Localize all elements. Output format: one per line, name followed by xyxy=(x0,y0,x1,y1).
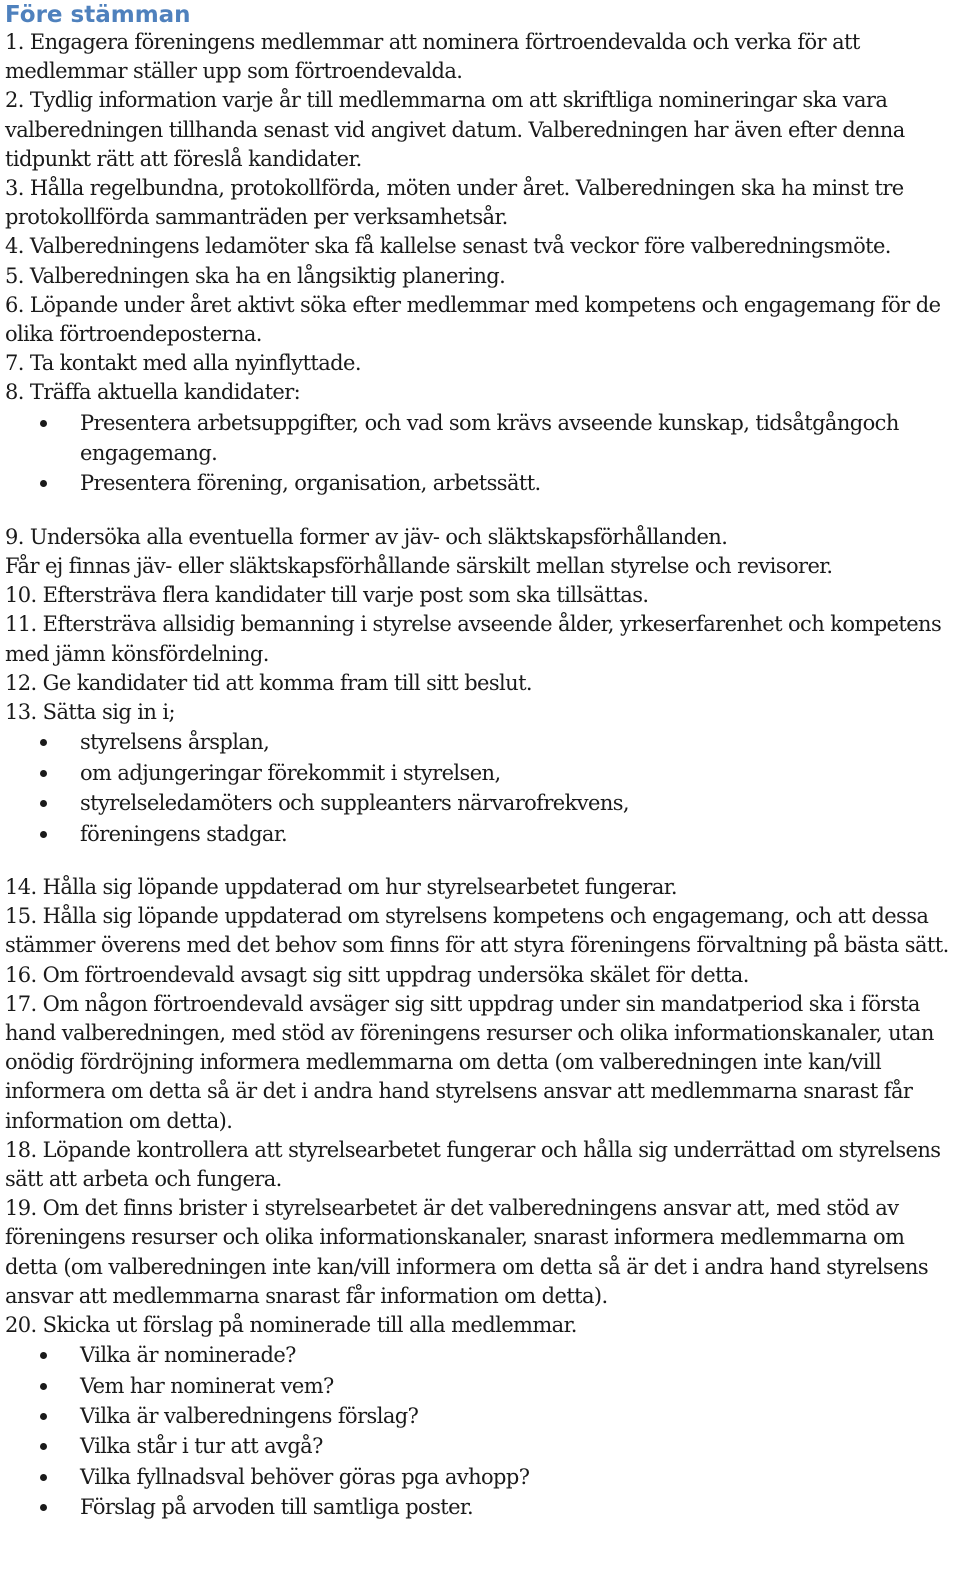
item-6: 6. Löpande under året aktivt söka efter medlemmar med kompetens och engagemang för de olika förtroendeposterna. xyxy=(5,292,941,347)
item-7: 7. Ta kontakt med alla nyinflyttade. xyxy=(5,351,361,376)
item-20-bullet-list xyxy=(5,1340,950,1522)
bullet-item: Presentera arbetsuppgifter, och vad som krävs avseende kunskap, tidsåtgångoch engagemang. xyxy=(5,408,950,469)
item-16: 16. Om förtroendevald avsagt sig sitt uppdrag undersöka skälet för detta. xyxy=(5,962,749,987)
item-14: 14. Hålla sig löpande uppdaterad om hur styrelsearbetet fungerar. xyxy=(5,874,677,899)
bullet-item: om adjungeringar förekommit i styrelsen, xyxy=(5,758,950,788)
item-5: 5. Valberedningen ska ha en långsiktig planering. xyxy=(5,263,506,288)
bullet-item: Vilka fyllnadsval behöver göras pga avhopp? xyxy=(5,1462,950,1492)
item-12: 12. Ge kandidater tid att komma fram till sitt beslut. xyxy=(5,670,532,695)
bullet-item: Presentera förening, organisation, arbetssätt. xyxy=(5,468,950,498)
bullet-item: Vilka står i tur att avgå? xyxy=(5,1431,950,1461)
bullet-item: Vilka är nominerade? xyxy=(5,1340,950,1370)
bullet-item: Vem har nominerat vem? xyxy=(5,1371,950,1401)
item-3: 3. Hålla regelbundna, protokollförda, möten under året. Valberedningen ska ha minst tre protokollförda sammanträden per verksamhetsår. xyxy=(5,176,904,230)
item-1: 1. Engagera föreningens medlemmar att nominera förtroendevalda och verka för att medlemmar ställer upp som förtroendevalda. xyxy=(5,30,860,84)
bullet-item: styrelseledamöters och suppleanters närvarofrekvens, xyxy=(5,788,950,818)
item-17: 17. Om någon förtroendevald avsäger sig sitt uppdrag under sin mandatperiod ska i första hand valberedningen, med stöd av föreningens resurser och olika informationskanaler, utan onödig fördröjning informera medlemmarna om detta (om valberedningen inte kan/vill informera om detta så är det i andra hand styrelsens ansvar att medlemmarna snarast får information om detta). xyxy=(5,991,934,1133)
item-8-bullet-list xyxy=(5,408,950,499)
item-19: 19. Om det finns brister i styrelsearbetet är det valberedningens ansvar att, med stöd av föreningens resurser och olika informationskanaler, snarast informera medlemmarna om detta (om valberedningen inte kan/vill informera om detta så är det i andra hand styrelsens ansvar att medlemmarna snarast får information om detta). xyxy=(5,1196,929,1308)
item-15: 15. Hålla sig löpande uppdaterad om styrelsens kompetens och engagemang, och att dessa stämmer överens med det behov som finns för att styra föreningens förvaltning på bästa sätt. xyxy=(5,904,949,958)
item-9: 9. Undersöka alla eventuella former av jäv- och släktskapsförhållanden. xyxy=(5,524,728,549)
item-9-note: Får ej finnas jäv- eller släktskapsförhållande särskilt mellan styrelse och revisorer. xyxy=(5,554,833,579)
bullet-item: styrelsens årsplan, xyxy=(5,727,950,757)
item-11: 11. Eftersträva allsidig bemanning i styrelse avseende ålder, yrkeserfarenhet och kompetens med jämn könsfördelning. xyxy=(5,612,942,666)
item-2: 2. Tydlig information varje år till medlemmarna om att skriftliga nomineringar ska vara valberedningen tillhanda senast vid angivet datum. Valberedningen har även efter denna tidpunkt rätt att föreslå kandidater. xyxy=(5,88,905,171)
bullet-item: föreningens stadgar. xyxy=(5,819,950,849)
item-4: 4. Valberedningens ledamöter ska få kallelse senast två veckor före valberedningsmöte. xyxy=(5,234,891,259)
item-13: 13. Sätta sig in i; xyxy=(5,700,175,725)
item-10: 10. Eftersträva flera kandidater till varje post som ska tillsättas. xyxy=(5,583,649,608)
bullet-item: Vilka är valberedningens förslag? xyxy=(5,1401,950,1431)
item-8: 8. Träffa aktuella kandidater: xyxy=(5,380,301,405)
item-20: 20. Skicka ut förslag på nominerade till alla medlemmar. xyxy=(5,1312,577,1337)
section-heading: Före stämman xyxy=(5,2,191,28)
bullet-item: Förslag på arvoden till samtliga poster. xyxy=(5,1492,950,1522)
item-13-bullet-list xyxy=(5,727,950,849)
item-18: 18. Löpande kontrollera att styrelsearbetet fungerar och hålla sig underrättad om styrelsens sätt att arbeta och fungera. xyxy=(5,1137,941,1191)
